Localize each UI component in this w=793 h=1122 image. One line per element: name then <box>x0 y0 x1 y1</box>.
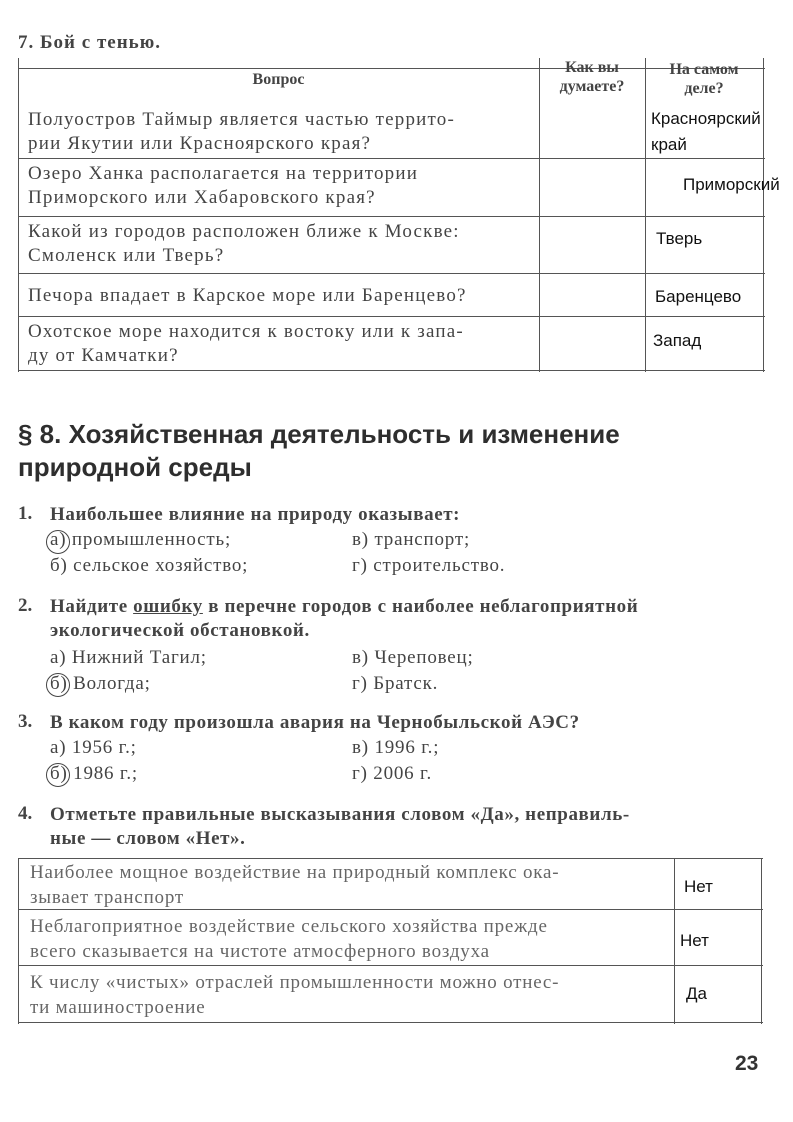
table-row-question: Полуостров Таймыр является частью террито- рии Якутии или Красноярского края? <box>28 109 456 154</box>
option-g[interactable]: г) 2006 г. <box>352 763 433 784</box>
shadow-fight-table <box>18 58 780 372</box>
header-question: Вопрос <box>252 71 305 88</box>
question-number: 4. <box>18 803 33 824</box>
question-number: 2. <box>18 595 33 616</box>
handwritten-answer[interactable]: Запад <box>653 331 702 350</box>
question-text: Отметьте правильные высказывания словом «Да», неправиль- ные — словом «Нет». <box>50 804 630 849</box>
question-text: Найдите ошибку в перечне городов с наиболее неблагоприятной экологической обстановкой. <box>50 596 639 641</box>
question-number: 3. <box>18 711 33 732</box>
header-actual: На самом деле? <box>669 61 739 97</box>
question-text: Наибольшее влияние на природу оказывает: <box>50 504 461 525</box>
underlined-word: ошибку <box>133 596 203 617</box>
statement: К числу «чистых» отраслей промышленности можно отнес- ти машиностроение <box>30 972 560 1018</box>
handwritten-answer[interactable]: Нет <box>684 877 713 896</box>
question-number: 1. <box>18 503 33 524</box>
section-title: § 8. Хозяйственная деятельность и изменение природной среды <box>18 419 620 482</box>
handwritten-answer[interactable]: Нет <box>680 931 709 950</box>
true-false-table <box>18 858 763 1024</box>
statement: Неблагоприятное воздействие сельского хозяйства прежде всего сказывается на чистоте атмосферного воздуха <box>30 916 548 962</box>
table-border-bottom <box>18 370 765 371</box>
header-your-opinion: Как вы думаете? <box>559 59 625 95</box>
handwritten-answer[interactable]: Красноярский край <box>651 109 761 154</box>
question-text: В каком году произошла авария на Чернобыльской АЭС? <box>50 712 580 733</box>
exercise-7-title: 7. Бой с тенью. <box>18 32 161 53</box>
option-b[interactable]: б) 1986 г.; <box>50 763 138 784</box>
table-row-question: Озеро Ханка располагается на территории Приморского или Хабаровского края? <box>28 163 419 208</box>
handwritten-answer[interactable]: Тверь <box>656 229 703 248</box>
table-row-question: Печора впадает в Карское море или Баренцево? <box>28 285 467 306</box>
option-a[interactable]: а) Нижний Тагил; <box>50 647 207 668</box>
table-row-question: Какой из городов расположен ближе к Москве: Смоленск или Тверь? <box>28 221 460 266</box>
option-g[interactable]: г) Братск. <box>352 673 439 694</box>
option-v[interactable]: в) 1996 г.; <box>352 737 440 758</box>
handwritten-answer[interactable]: Да <box>686 984 707 1003</box>
table-row-question: Охотское море находится к востоку или к запа- ду от Камчатки? <box>28 321 464 366</box>
option-a[interactable]: а) 1956 г.; <box>50 737 137 758</box>
option-a[interactable]: а) промышленность; <box>50 529 232 550</box>
option-g[interactable]: г) строительство. <box>352 555 506 576</box>
option-v[interactable]: в) транспорт; <box>352 529 471 550</box>
option-v[interactable]: в) Череповец; <box>352 647 474 668</box>
option-b[interactable]: б) Вологда; <box>50 673 151 694</box>
page-number: 23 <box>735 1052 759 1075</box>
statement: Наиболее мощное воздействие на природный комплекс ока- зывает транспорт <box>30 862 560 908</box>
handwritten-answer[interactable]: Баренцево <box>655 287 742 306</box>
option-b[interactable]: б) сельское хозяйство; <box>50 555 249 576</box>
handwritten-answer[interactable]: Приморский <box>683 175 780 194</box>
